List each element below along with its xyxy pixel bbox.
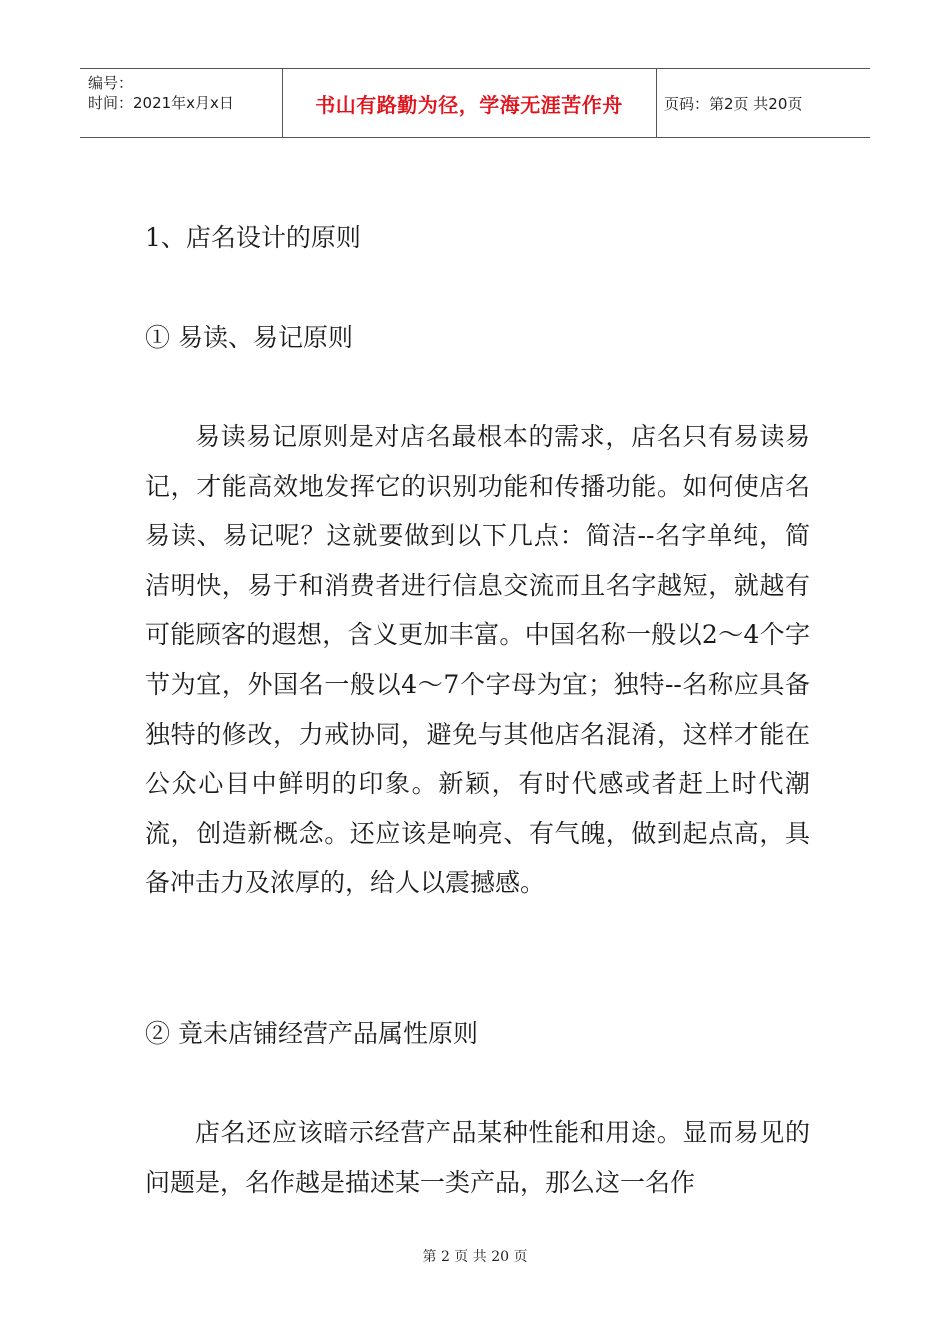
motto-text: 书山有路勤为径，学海无涯苦作舟 bbox=[315, 92, 623, 117]
paragraph-1: 易读易记原则是对店名最根本的需求，店名只有易读易记，才能高效地发挥它的识别功能和传播功能。如何使店名易读、易记呢？这就要做到以下几点：简洁--名字单纯，简洁明快，易于和消费者进行信息交流而且名字越短，就越有可能顾客的遐想，含义更加丰富。中国名称一般以2～4个字节为宜，外国名一般以4～7个字母为宜；独特--名称应具备独特的修改，力戒协同，避免与其他店名混淆，这样才能在公众心目中鲜明的印象。新颖，有时代感或者赶上时代潮流，创造新概念。还应该是响亮、有气魄，做到起点高，具备冲击力及浓厚的，给人以震撼感。 bbox=[145, 422, 810, 898]
page-header bbox=[80, 68, 870, 138]
header-page-number: 页码：第2页 共20页 bbox=[664, 94, 803, 113]
subsection-heading-2: ② 竟未店铺经营产品属性原则 bbox=[145, 1019, 478, 1048]
page-footer: 第 2 页 共 20 页 bbox=[422, 1249, 528, 1265]
paragraph-2: 店名还应该暗示经营产品某种性能和用途。显而易见的问题是，名作越是描述某一类产品，那么这一名作 bbox=[145, 1118, 810, 1197]
section-heading: 1、店名设计的原则 bbox=[145, 223, 361, 252]
header-page-cell bbox=[656, 69, 870, 137]
serial-number-label: 编号： bbox=[88, 74, 134, 92]
header-motto-cell bbox=[282, 69, 657, 137]
date-label: 时间：2021年x月x日 bbox=[88, 94, 234, 112]
subsection-heading-1: ① 易读、易记原则 bbox=[145, 323, 353, 352]
header-meta-cell bbox=[80, 69, 283, 137]
